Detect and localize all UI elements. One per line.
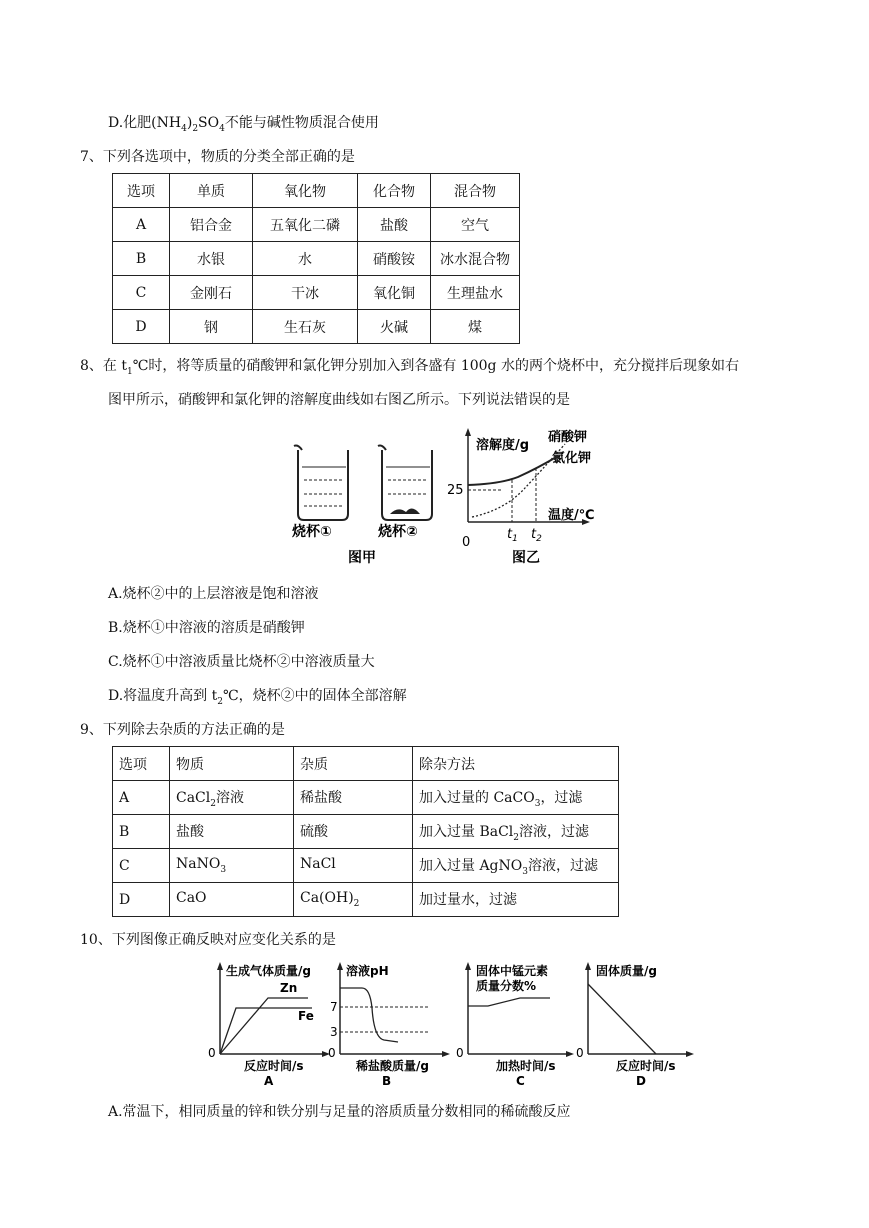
table-cell: A xyxy=(113,208,170,242)
q8-option-c: C.烧杯①中溶液质量比烧杯②中溶液质量大 xyxy=(108,654,375,670)
table-cell: 生石灰 xyxy=(253,310,358,344)
chart-b-letter: B xyxy=(382,1074,392,1088)
table-cell: D xyxy=(113,310,170,344)
chart-b-tick-3: 3 xyxy=(330,1025,338,1039)
q8-option-b: B.烧杯①中溶液的溶质是硝酸钾 xyxy=(108,620,305,636)
t2-tick: $t_2$ xyxy=(531,527,542,544)
table-header: 单质 xyxy=(170,174,253,208)
table-cell: 生理盐水 xyxy=(431,276,520,310)
table-row xyxy=(113,883,619,917)
chart-b-ylabel: 溶液pH xyxy=(346,964,389,978)
table-cell: C xyxy=(113,849,170,883)
chart-d-ylabel: 固体质量/g xyxy=(596,964,657,978)
table-row xyxy=(113,276,520,310)
chart-a-zn: Zn xyxy=(280,981,298,995)
solubility-graph xyxy=(447,428,595,566)
q7-stem: 7、下列各选项中，物质的分类全部正确的是 xyxy=(80,149,355,165)
q10-figures xyxy=(200,958,700,1090)
table-header: 氧化物 xyxy=(253,174,358,208)
table-header-row xyxy=(113,747,619,781)
x-axis-label: 温度/℃ xyxy=(548,508,595,523)
chart-c-letter: C xyxy=(516,1074,525,1088)
q8-option-d: D.将温度升高到 $t_2℃$，烧杯②中的固体全部溶解 xyxy=(108,688,407,707)
q8-stem-line2: 图甲所示，硝酸钾和氯化钾的溶解度曲线如右图乙所示。下列说法错误的是 xyxy=(108,392,570,408)
chart-c-ylabel: 固体中锰元素 xyxy=(476,964,549,978)
chart-b-origin: 0 xyxy=(328,1046,336,1060)
table-cell: 加入过量 BaCl$_2$溶液，过滤 xyxy=(413,815,619,849)
table-cell: 空气 xyxy=(431,208,520,242)
table-cell: NaNO$_3$ xyxy=(170,849,294,883)
chart-c xyxy=(456,962,574,1088)
table-cell: 氧化铜 xyxy=(358,276,431,310)
beaker-1 xyxy=(294,446,348,521)
chart-a xyxy=(208,962,330,1088)
table-cell: 铝合金 xyxy=(170,208,253,242)
t1-tick: $t_1$ xyxy=(507,527,518,544)
beaker-2-label: 烧杯② xyxy=(378,524,418,540)
q8-option-a: A.烧杯②中的上层溶液是饱和溶液 xyxy=(108,586,319,602)
q9-stem: 9、下列除去杂质的方法正确的是 xyxy=(80,722,285,738)
chart-a-letter: A xyxy=(264,1074,274,1088)
table-row xyxy=(113,242,520,276)
q9-table xyxy=(112,746,619,917)
table-row xyxy=(113,781,619,815)
fig-a-caption: 图甲 xyxy=(348,550,376,566)
chart-b xyxy=(328,962,450,1088)
table-cell: 火碱 xyxy=(358,310,431,344)
table-row xyxy=(113,849,619,883)
chart-b-xlabel: 稀盐酸质量/g xyxy=(356,1059,429,1073)
table-header: 化合物 xyxy=(358,174,431,208)
kcl-label: 氯化钾 xyxy=(552,451,592,466)
fig-b-caption: 图乙 xyxy=(512,550,540,566)
table-cell: CaCl$_2$溶液 xyxy=(170,781,294,815)
table-cell: 硫酸 xyxy=(294,815,413,849)
table-cell: D xyxy=(113,883,170,917)
q7-table xyxy=(112,173,520,344)
table-header: 杂质 xyxy=(294,747,413,781)
beaker-1-label: 烧杯① xyxy=(292,524,332,540)
table-cell: CaO xyxy=(170,883,294,917)
table-cell: 稀盐酸 xyxy=(294,781,413,815)
table-header: 除杂方法 xyxy=(413,747,619,781)
table-row xyxy=(113,815,619,849)
y-axis-label: 溶解度/g xyxy=(476,438,530,453)
chart-c-ylabel-2: 质量分数% xyxy=(476,979,537,993)
table-header: 选项 xyxy=(113,174,170,208)
table-cell: 冰水混合物 xyxy=(431,242,520,276)
table-cell: 钢 xyxy=(170,310,253,344)
table-cell: B xyxy=(113,815,170,849)
table-header: 混合物 xyxy=(431,174,520,208)
table-cell: 水银 xyxy=(170,242,253,276)
chart-b-tick-7: 7 xyxy=(330,1000,338,1014)
q10-stem: 10、下列图像正确反映对应变化关系的是 xyxy=(80,932,336,948)
origin-label: 0 xyxy=(462,535,471,550)
q8-figure xyxy=(290,422,610,570)
table-cell: $Ca(OH)_2$ xyxy=(294,883,413,917)
chart-a-ylabel: 生成气体质量/g xyxy=(226,964,311,978)
chart-a-origin: 0 xyxy=(208,1046,216,1060)
table-cell: 水 xyxy=(253,242,358,276)
q10-option-a: A.常温下，相同质量的锌和铁分别与足量的溶质质量分数相同的稀硫酸反应 xyxy=(108,1104,571,1120)
table-header: 选项 xyxy=(113,747,170,781)
chart-d-xlabel: 反应时间/s xyxy=(616,1059,676,1073)
table-cell: 加入过量的 CaCO$_3$，过滤 xyxy=(413,781,619,815)
table-cell: 加过量水，过滤 xyxy=(413,883,619,917)
table-header: 物质 xyxy=(170,747,294,781)
chart-c-xlabel: 加热时间/s xyxy=(496,1059,556,1073)
table-cell: 硝酸铵 xyxy=(358,242,431,276)
chart-d-letter: D xyxy=(636,1074,646,1088)
table-cell: 煤 xyxy=(431,310,520,344)
table-header-row xyxy=(113,174,520,208)
table-cell: 加入过量 AgNO$_3$溶液，过滤 xyxy=(413,849,619,883)
chart-d xyxy=(576,962,694,1088)
table-cell: C xyxy=(113,276,170,310)
kno3-label: 硝酸钾 xyxy=(548,430,588,445)
chart-a-fe: Fe xyxy=(298,1009,314,1023)
q8-stem: 8、在 $t_1℃$时，将等质量的硝酸钾和氯化钾分别加入到各盛有 100g 水的两个烧杯中，充分搅拌后现象如右 xyxy=(80,358,739,377)
table-row xyxy=(113,208,520,242)
table-cell: B xyxy=(113,242,170,276)
chart-c-origin: 0 xyxy=(456,1046,464,1060)
table-cell: 五氧化二磷 xyxy=(253,208,358,242)
y-25-label: 25 xyxy=(447,483,464,498)
table-row xyxy=(113,310,520,344)
chart-a-xlabel: 反应时间/s xyxy=(244,1059,304,1073)
q6-option-d: D.化肥$(NH_4)_2SO_4$不能与碱性物质混合使用 xyxy=(108,115,379,134)
table-cell: A xyxy=(113,781,170,815)
table-cell: 金刚石 xyxy=(170,276,253,310)
beaker-2 xyxy=(378,446,432,521)
table-cell: 干冰 xyxy=(253,276,358,310)
table-cell: 盐酸 xyxy=(170,815,294,849)
chart-d-origin: 0 xyxy=(576,1046,584,1060)
table-cell: 盐酸 xyxy=(358,208,431,242)
table-cell: NaCl xyxy=(294,849,413,883)
